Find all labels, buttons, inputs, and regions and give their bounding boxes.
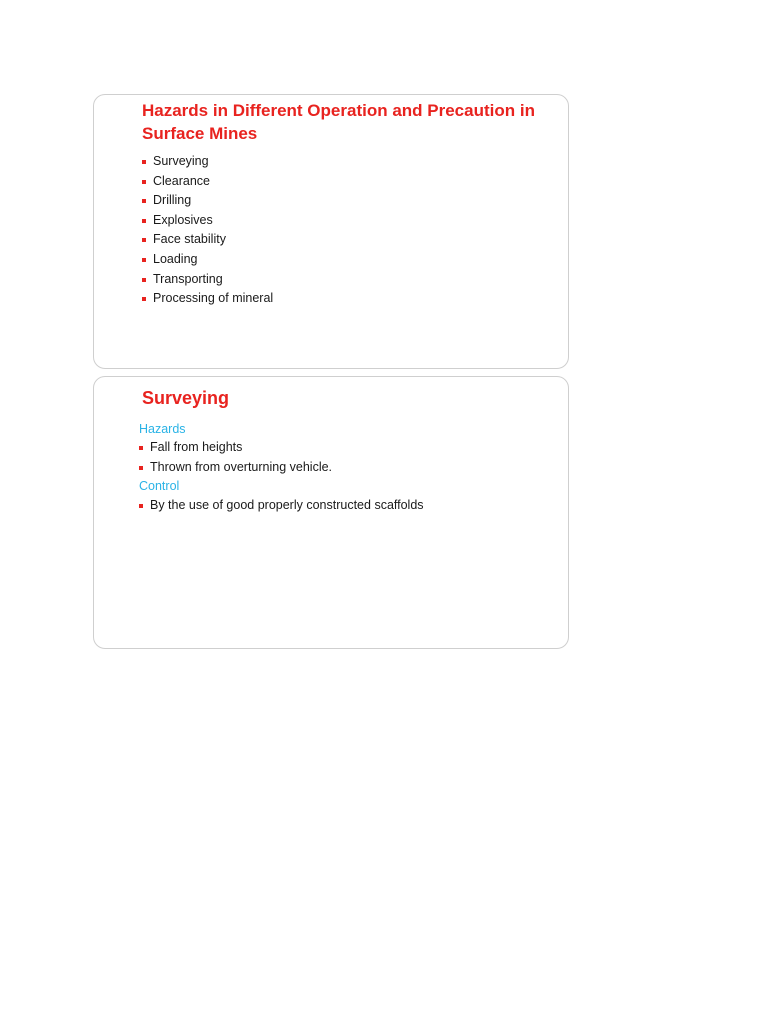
bullet-icon	[139, 466, 143, 470]
hazards-list	[137, 438, 332, 477]
list-item-text: Explosives	[153, 212, 213, 227]
bullet-icon	[139, 504, 143, 508]
bullet-icon	[142, 219, 146, 223]
slide-hazards-overview	[93, 94, 569, 369]
slide-title: Hazards in Different Operation and Precaution in Surface Mines	[142, 101, 535, 143]
list-item	[140, 191, 273, 211]
bullet-icon	[142, 160, 146, 164]
control-heading: Control	[139, 479, 180, 493]
list-item-text: Fall from heights	[150, 440, 243, 454]
list-item	[137, 438, 332, 458]
slide-title: Surveying	[142, 388, 230, 408]
bullet-icon	[142, 180, 146, 184]
list-item-text: Loading	[153, 251, 198, 266]
list-item	[140, 289, 273, 309]
list-item	[140, 152, 273, 172]
list-item	[140, 270, 273, 290]
slide-surveying	[93, 376, 569, 649]
list-item-text: Drilling	[153, 193, 192, 208]
list-item-text: Face stability	[153, 232, 226, 247]
list-item	[137, 496, 424, 516]
list-item	[137, 458, 332, 478]
list-item-text: Thrown from overturning vehicle.	[150, 459, 333, 474]
bullet-icon	[142, 238, 146, 242]
list-item-text: Clearance	[153, 173, 210, 188]
bullet-icon	[142, 258, 146, 262]
list-item-text: Transporting	[153, 271, 223, 286]
list-item-text: Surveying	[153, 154, 209, 168]
list-item	[140, 230, 273, 250]
bullet-icon	[139, 446, 143, 450]
list-item-text: Processing of mineral	[153, 291, 274, 306]
bullet-icon	[142, 199, 146, 203]
list-item-text: By the use of good properly constructed scaffolds	[150, 498, 424, 512]
control-list	[137, 496, 424, 516]
bullet-icon	[142, 278, 146, 282]
list-item	[140, 172, 273, 192]
hazards-heading: Hazards	[139, 422, 186, 436]
bullet-icon	[142, 297, 146, 301]
list-item	[140, 211, 273, 231]
list-item	[140, 250, 273, 270]
operations-list	[140, 152, 273, 309]
